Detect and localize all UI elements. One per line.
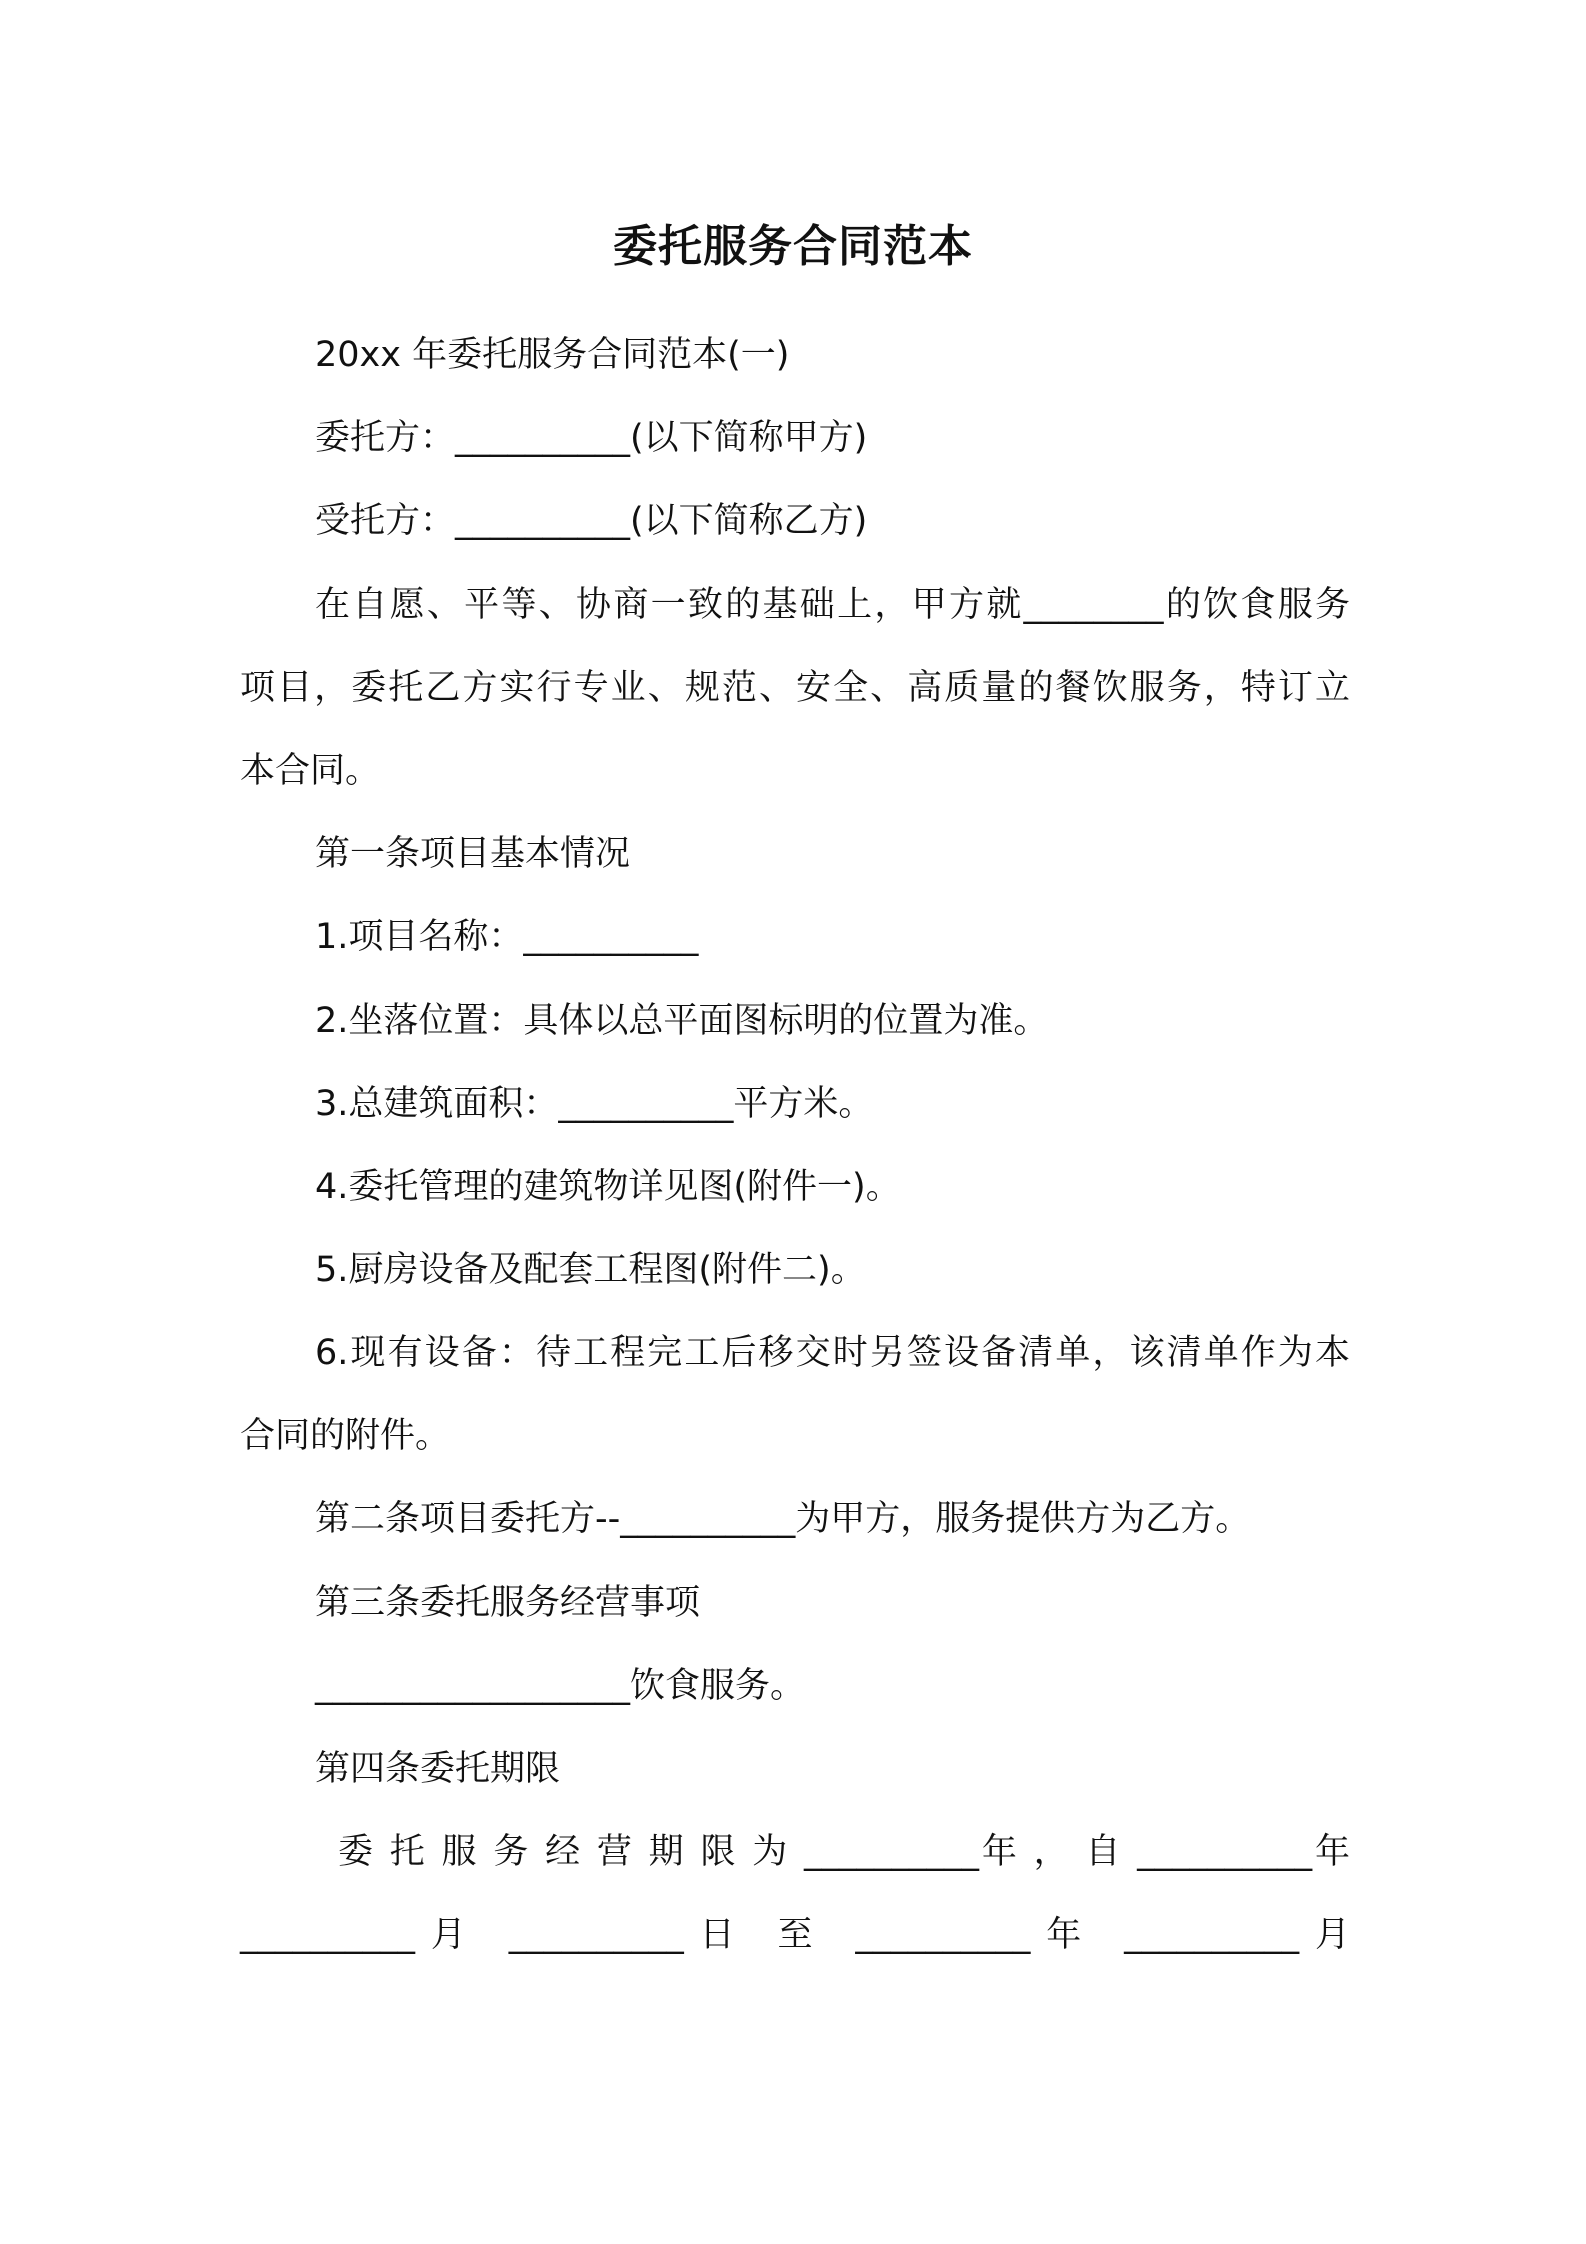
doc-line-item-6-cont: 合同的附件。 bbox=[240, 1416, 451, 1456]
doc-line-client: 委托方：__________(以下简称甲方) bbox=[315, 418, 868, 458]
doc-line-term-2: __________月 __________日 至 __________年 __________月 bbox=[240, 1915, 1350, 1955]
doc-line-article-3: 第三条委托服务经营事项 bbox=[315, 1583, 701, 1623]
doc-line-item-2: 2.坐落位置：具体以总平面图标明的位置为准。 bbox=[315, 1001, 1049, 1041]
doc-line-contractor: 受托方：__________(以下简称乙方) bbox=[315, 501, 868, 541]
document-title: 委托服务合同范本 bbox=[613, 221, 973, 272]
doc-line-preamble-2: 项目，委托乙方实行专业、规范、安全、高质量的餐饮服务，特订立 bbox=[240, 668, 1350, 708]
doc-line-item-6: 6.现有设备：待工程完工后移交时另签设备清单，该清单作为本 bbox=[315, 1333, 1350, 1373]
doc-line-item-5: 5.厨房设备及配套工程图(附件二)。 bbox=[315, 1250, 866, 1290]
doc-line-preamble-1: 在自愿、平等、协商一致的基础上，甲方就________的饮食服务 bbox=[315, 585, 1350, 625]
doc-line-subtitle: 20xx 年委托服务合同范本(一) bbox=[315, 335, 790, 375]
doc-line-article-1: 第一条项目基本情况 bbox=[315, 834, 631, 874]
doc-line-article-4: 第四条委托期限 bbox=[315, 1749, 561, 1789]
doc-line-item-3: 3.总建筑面积：__________平方米。 bbox=[315, 1084, 874, 1124]
doc-line-term-1: 委 托 服 务 经 营 期 限 为 __________年 ， 自 __________年 bbox=[338, 1832, 1350, 1872]
doc-line-preamble-3: 本合同。 bbox=[240, 751, 381, 791]
doc-line-article-3-content: __________________饮食服务。 bbox=[315, 1666, 806, 1706]
doc-line-item-4: 4.委托管理的建筑物详见图(附件一)。 bbox=[315, 1167, 901, 1207]
doc-line-article-2: 第二条项目委托方--__________为甲方，服务提供方为乙方。 bbox=[315, 1499, 1251, 1539]
doc-line-item-1: 1.项目名称：__________ bbox=[315, 917, 699, 957]
